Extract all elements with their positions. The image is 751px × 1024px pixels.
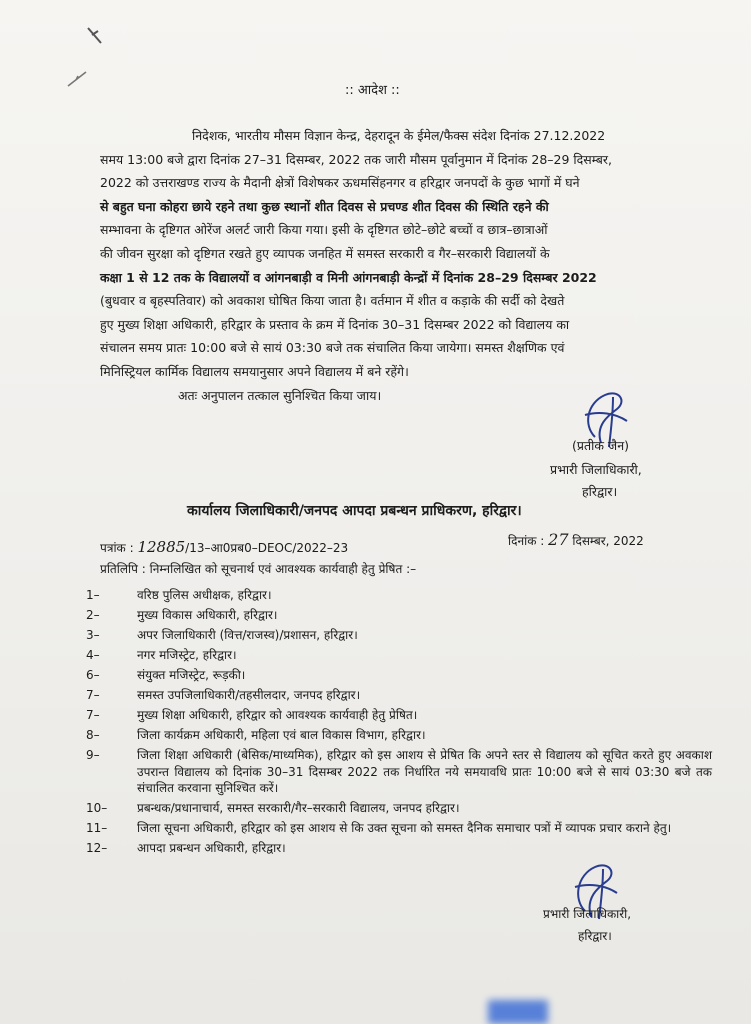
- list-item: [86, 587, 726, 604]
- list-item: [86, 687, 726, 704]
- order-line: संचालन समय प्रातः 10:00 बजे से सायं 03:30 बजे तक संचालित किया जायेगा। समस्त शैक्षणिक एवं: [100, 340, 565, 356]
- order-line: (बुधवार व बृहस्पतिवार) को अवकाश घोषित किया जाता है। वर्तमान में शीत व कड़ाके की सर्दी को देखते: [100, 293, 565, 309]
- list-item: [86, 627, 726, 644]
- order-line: हुए मुख्य शिक्षा अधिकारी, हरिद्वार के प्रस्ताव के क्रम में दिनांक 30–31 दिसम्बर 2022 को विद्यालय का: [100, 316, 570, 332]
- item-text: आपदा प्रबन्धन अधिकारी, हरिद्वार।: [137, 841, 286, 855]
- item-number: 7–: [86, 708, 100, 722]
- item-number: 2–: [86, 608, 100, 622]
- list-item: [86, 800, 726, 817]
- item-number: 10–: [86, 801, 108, 815]
- list-item: [86, 820, 726, 837]
- order-body: [100, 124, 718, 407]
- item-number: 11–: [86, 821, 108, 835]
- letter-number-rest: /13–आ0प्रब0–DEOC/2022–23: [185, 541, 349, 555]
- letter-number-label: पत्रांक :: [100, 541, 134, 555]
- date-value: 27: [548, 530, 569, 549]
- order-line: से बहुत घना कोहरा छाये रहने तथा कुछ स्थानों शीत दिवस से प्रचण्ड शीत दिवस की स्थिति रहने की: [100, 198, 549, 214]
- item-text: प्रबन्धक/प्रधानाचार्य, समस्त सरकारी/गैर–सरकारी विद्यालय, जनपद हरिद्वार।: [137, 801, 460, 815]
- item-number: 7–: [86, 688, 100, 702]
- order-line: 2022 को उत्तराखण्ड राज्य के मैदानी क्षेत्रों विशेषकर ऊधमसिंहनगर व हरिद्वार जनपदों के कुछ भागों में घने: [100, 175, 580, 191]
- order-line: कक्षा 1 से 12 तक के विद्यालयों व आंगनबाड़ी व मिनी आंगनबाड़ी केन्द्रों में दिनांक 28–29 दिसम्बर 2022: [100, 269, 597, 285]
- blur-artifact: [488, 1000, 548, 1024]
- office-title: कार्यालय जिलाधिकारी/जनपद आपदा प्रबन्धन प्राधिकरण, हरिद्वार।: [187, 503, 522, 519]
- recipient-list: [86, 587, 726, 860]
- item-text: मुख्य शिक्षा अधिकारी, हरिद्वार को आवश्यक कार्यवाही हेतु प्रेषित।: [137, 708, 418, 722]
- order-line: निदेशक, भारतीय मौसम विज्ञान केन्द्र, देहरादून के ईमेल/फैक्स संदेश दिनांक 27.12.2022: [192, 128, 606, 143]
- item-number: 9–: [86, 748, 100, 762]
- signatory-designation-2: प्रभारी जिलाधिकारी,: [543, 907, 632, 921]
- date-label: दिनांक :: [508, 534, 545, 548]
- signatory-designation: प्रभारी जिलाधिकारी,: [550, 462, 642, 477]
- order-line: समय 13:00 बजे द्वारा दिनांक 27–31 दिसम्बर, 2022 तक जारी मौसम पूर्वानुमान में दिनांक 28–29 दिसम्बर,: [100, 151, 613, 167]
- item-text: जिला शिक्षा अधिकारी (बेसिक/माध्यमिक), हरिद्वार को इस आशय से प्रेषित कि अपने स्तर से विद्यालय को सूचित करते हुए अवकाश उपरान्त विद्यालय को दिनांक 30–31 दिसम्बर 2022 तक निर्धारित नये समयावधि प्रातः 10:00 बजे से सायं 03:30 बजे तक संचालित करवाना सुनिश्चित करें।: [137, 748, 712, 795]
- item-number: 8–: [86, 728, 100, 742]
- item-text: अपर जिलाधिकारी (वित्त/राजस्व)/प्रशासन, हरिद्वार।: [137, 628, 358, 642]
- item-number: 4–: [86, 648, 100, 662]
- item-text: नगर मजिस्ट्रेट, हरिद्वार।: [137, 648, 237, 662]
- item-number: 1–: [86, 588, 100, 602]
- order-line: सम्भावना के दृष्टिगत ओरेंज अलर्ट जारी किया गया। इसी के दृष्टिगत छोटे–छोटे बच्चों व छात्र–छात्राओं: [100, 222, 548, 238]
- letter-number-value: 12885: [137, 538, 186, 556]
- copy-to-line: प्रतिलिपि : निम्नलिखित को सूचनार्थ एवं आवश्यक कार्यवाही हेतु प्रेषित :–: [100, 562, 417, 576]
- item-text: समस्त उपजिलाधिकारी/तहसीलदार, जनपद हरिद्वार।: [137, 688, 361, 702]
- item-text: वरिष्ठ पुलिस अधीक्षक, हरिद्वार।: [137, 588, 272, 602]
- letter-number: [100, 539, 348, 556]
- list-item: [86, 647, 726, 664]
- order-line: की जीवन सुरक्षा को दृष्टिगत रखते हुए व्यापक जनहित में समस्त सरकारी व गैर–सरकारी विद्यालयों के: [100, 245, 550, 261]
- item-text: जिला कार्यक्रम अधिकारी, महिला एवं बाल विकास विभाग, हरिद्वार।: [137, 728, 426, 742]
- item-number: 6–: [86, 668, 100, 682]
- item-number: 12–: [86, 841, 108, 855]
- item-text: जिला सूचना अधिकारी, हरिद्वार को इस आशय से कि उक्त सूचना को समस्त दैनिक समाचार पत्रों में व्यापक प्रचार कराने हेतु।: [137, 821, 672, 835]
- letter-date: [508, 532, 644, 549]
- list-item: [86, 727, 726, 744]
- item-number: 3–: [86, 628, 100, 642]
- signatory-name: (प्रतीक जैन): [572, 438, 630, 453]
- order-line: मिनिस्ट्रियल कार्मिक विद्यालय समयानुसार अपने विद्यालय में बने रहेंगे।: [100, 363, 409, 379]
- date-rest: दिसम्बर, 2022: [572, 534, 644, 548]
- order-line: अतः अनुपालन तत्काल सुनिश्चित किया जाय।: [178, 387, 382, 403]
- item-text: मुख्य विकास अधिकारी, हरिद्वार।: [137, 608, 278, 622]
- list-item: [86, 607, 726, 624]
- pen-mark-decoration: [28, 10, 108, 100]
- order-heading: :: आदेश ::: [345, 83, 400, 98]
- list-item: [86, 707, 726, 724]
- signatory-place-2: हरिद्वार।: [578, 929, 612, 943]
- signatory-place: हरिद्वार।: [582, 484, 618, 499]
- list-item: [86, 747, 726, 797]
- item-text: संयुक्त मजिस्ट्रेट, रूड़की।: [137, 668, 246, 682]
- list-item: [86, 667, 726, 684]
